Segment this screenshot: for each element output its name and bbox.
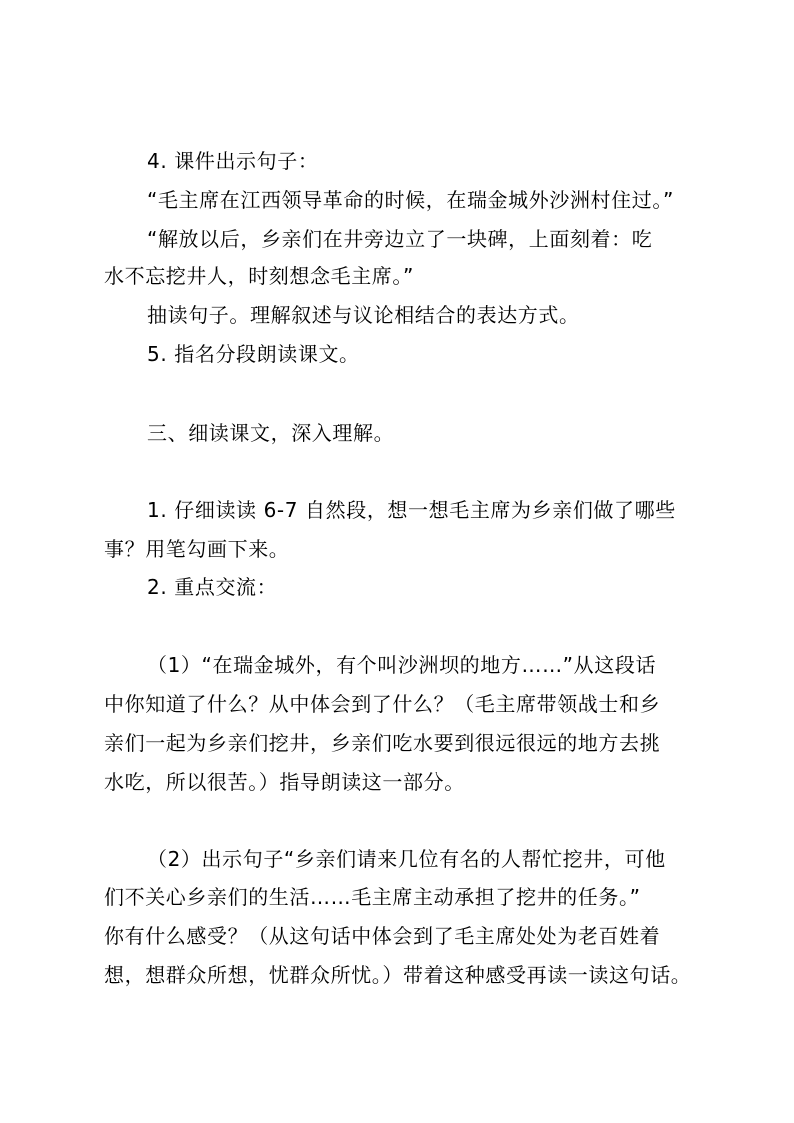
step-5-heading: 5. 指名分段朗读课文。 (147, 342, 360, 366)
item-1-cont: 事？用笔勾画下来。 (104, 537, 290, 561)
para-1-line-3: 亲们一起为乡亲们挖井，乡亲们吃水要到很远很远的地方去挑 (104, 731, 661, 755)
quote-sentence-2: “解放以后，乡亲们在井旁边立了一块碑，上面刻着：吃 (147, 227, 653, 251)
step-4-heading: 4. 课件出示句子： (147, 149, 319, 173)
para-1-line-4: 水吃，所以很苦。）指导朗读这一部分。 (104, 770, 465, 794)
quote-sentence-2-cont: 水不忘挖井人，时刻想念毛主席。” (104, 264, 414, 288)
para-2-line-1: （2）出示句子“乡亲们请来几位有名的人帮忙挖井，可他 (147, 847, 666, 871)
reading-instruction: 抽读句子。理解叙述与议论相结合的表达方式。 (147, 303, 580, 327)
para-1-line-2: 中你知道了什么？从中体会到了什么？（毛主席带领战士和乡 (104, 692, 661, 716)
para-2-line-2: 们不关心乡亲们的生活……毛主席主动承担了挖井的任务。” (104, 885, 641, 909)
para-2-line-4: 想，想群众所想，忧群众所忧。）带着这种感受再读一读这句话。 (104, 963, 692, 987)
section-3-heading: 三、细读课文，深入理解。 (147, 421, 395, 445)
quote-sentence-1: “毛主席在江西领导革命的时候，在瑞金城外沙洲村住过。” (147, 188, 674, 212)
item-1: 1. 仔细读读 6-7 自然段，想一想毛主席为乡亲们做了哪些 (147, 498, 676, 522)
item-2: 2. 重点交流： (147, 575, 278, 599)
para-2-line-3: 你有什么感受？（从这句话中体会到了毛主席处处为老百姓着 (104, 924, 661, 948)
para-1-line-1: （1）“在瑞金城外，有个叫沙洲坝的地方……”从这段话 (147, 653, 657, 677)
